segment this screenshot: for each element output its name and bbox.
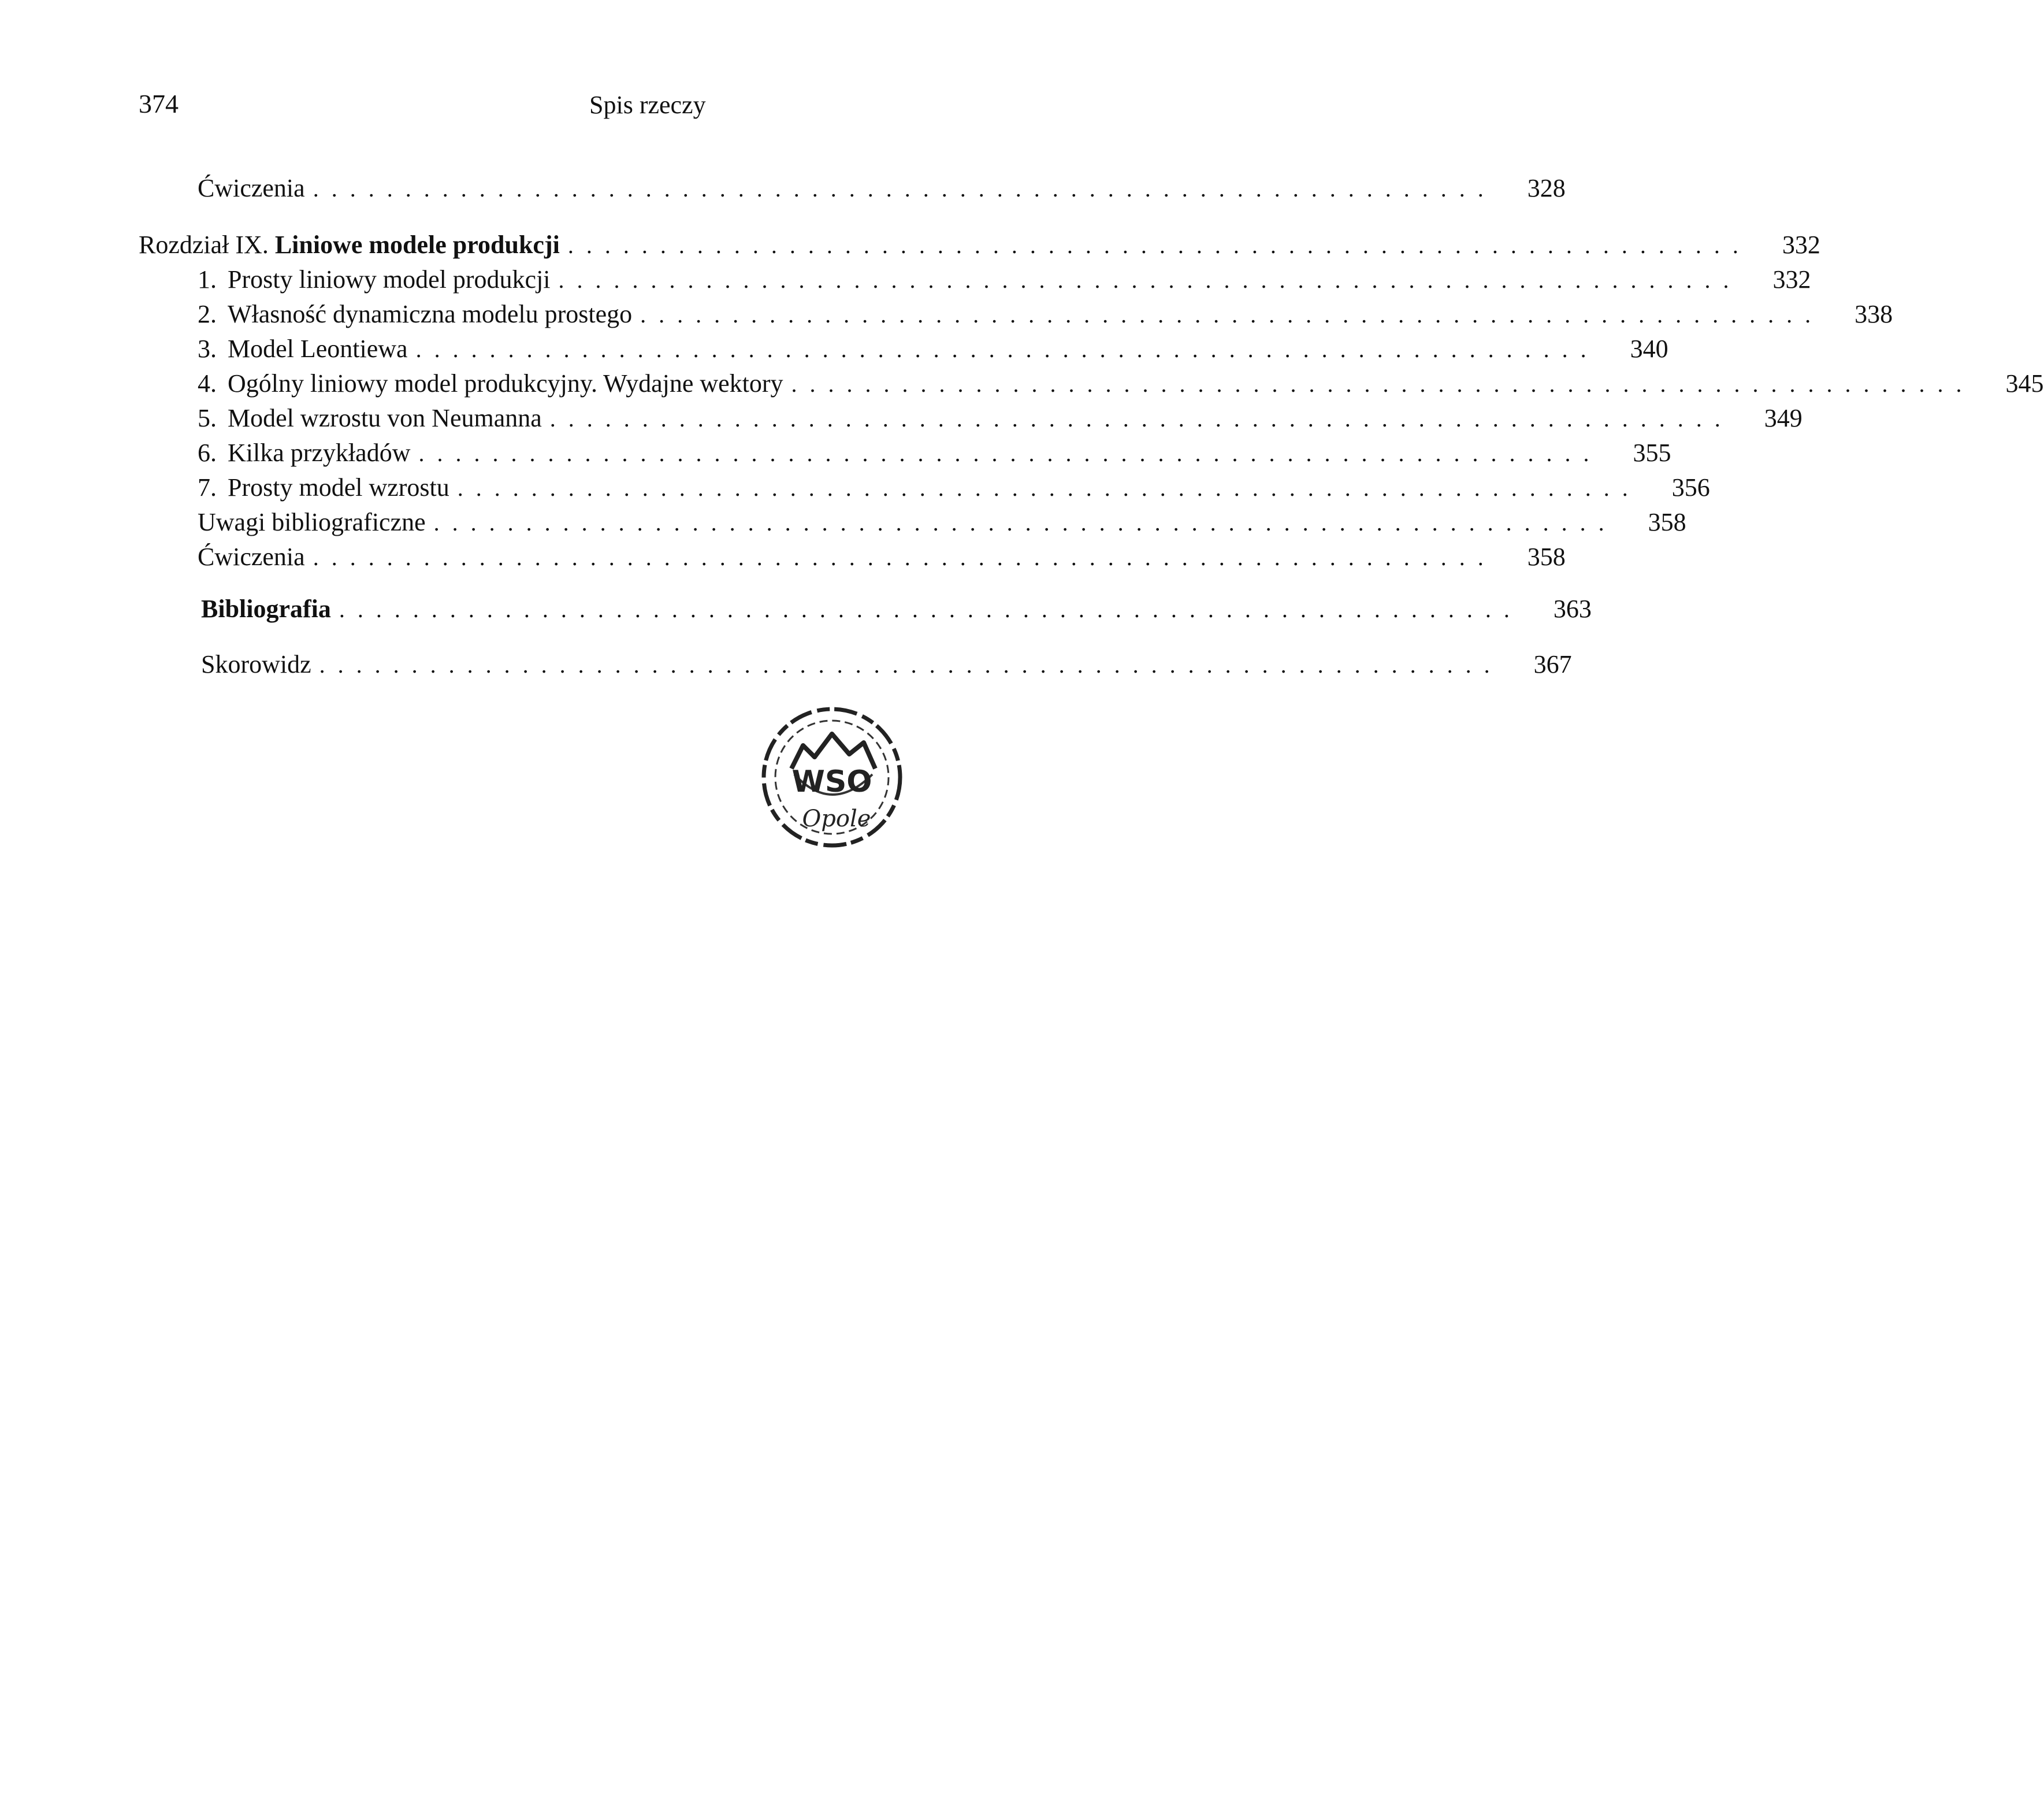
- dot-leader: ................................................................: [415, 336, 1599, 362]
- toc-entry-section-1: [198, 262, 1811, 297]
- section-number: 3.: [198, 335, 217, 363]
- section-title: Kilka przykładów: [228, 439, 411, 467]
- toc-entry-skorowidz: [201, 647, 1572, 682]
- dot-leader: ................................................................: [339, 596, 1522, 622]
- page-number: 374: [139, 89, 179, 118]
- section-number: 6.: [198, 439, 217, 467]
- toc-entry-section-6: [198, 436, 1671, 470]
- toc-label: [198, 470, 449, 505]
- toc-page: 355: [1633, 439, 1671, 467]
- section-number: 5.: [198, 404, 217, 432]
- toc-entry-chapter-9: [139, 228, 1820, 262]
- stamp-subtext: Opole: [802, 806, 871, 832]
- toc-page: 367: [1533, 650, 1572, 678]
- toc-page: 340: [1630, 335, 1668, 363]
- dot-leader: ................................................................: [319, 652, 1503, 678]
- toc-label: [198, 297, 632, 332]
- toc-label: Ćwiczenia: [198, 543, 305, 571]
- toc-page: 328: [1527, 174, 1566, 202]
- library-stamp: [751, 699, 913, 855]
- toc-entry-section-2: [198, 297, 1893, 332]
- toc-page: 338: [1855, 300, 1893, 328]
- toc-label: Skorowidz: [201, 650, 311, 678]
- section-title: Model wzrostu von Neumanna: [228, 404, 542, 432]
- section-title: Prosty liniowy model produkcji: [228, 265, 551, 294]
- toc-label: Bibliografia: [201, 595, 331, 623]
- toc-page: 332: [1782, 231, 1820, 259]
- toc-label: [198, 436, 410, 470]
- toc-entry-section-4: [198, 366, 2044, 401]
- toc-page: 345: [2005, 369, 2044, 398]
- section-number: 7.: [198, 473, 217, 502]
- toc-entry-bibliografia: [201, 592, 1592, 626]
- toc-label: [198, 401, 542, 436]
- toc-label: [198, 366, 783, 401]
- dot-leader: ................................................................: [313, 544, 1496, 570]
- toc-label: [139, 228, 560, 262]
- section-number: 2.: [198, 300, 217, 328]
- chapter-title: Liniowe modele produkcji: [274, 231, 560, 259]
- toc-page: 363: [1553, 595, 1592, 623]
- section-number: 1.: [198, 265, 217, 294]
- toc-entry-cwiczenia-1: [198, 171, 1566, 206]
- stamp-text: WSO: [791, 765, 872, 799]
- chapter-prefix: Rozdział IX.: [139, 231, 269, 259]
- toc-page: 332: [1772, 265, 1811, 294]
- toc-label: Uwagi bibliograficzne: [198, 508, 426, 536]
- toc-page: 358: [1648, 508, 1686, 536]
- section-title: Własność dynamiczna modelu prostego: [228, 300, 633, 328]
- dot-leader: ................................................................: [457, 475, 1641, 501]
- toc-label: Ćwiczenia: [198, 174, 305, 202]
- toc-entry-uwagi: [198, 505, 1686, 540]
- toc-entry-cwiczenia-2: [198, 540, 1566, 574]
- section-title: Model Leontiewa: [228, 335, 408, 363]
- dot-leader: ................................................................: [313, 176, 1496, 202]
- toc-page: 356: [1671, 473, 1710, 502]
- dot-leader: ................................................................: [418, 440, 1602, 466]
- section-title: Prosty model wzrostu: [228, 473, 449, 502]
- dot-leader: ................................................................: [640, 302, 1824, 328]
- toc-page: 358: [1527, 543, 1566, 571]
- section-title: Ogólny liniowy model produkcyjny. Wydajne wektory: [228, 369, 783, 398]
- toc-label: [198, 262, 551, 297]
- dot-leader: ................................................................: [567, 232, 1751, 258]
- stamp-seal-icon: [751, 699, 913, 855]
- dot-leader: ................................................................: [433, 510, 1617, 536]
- dot-leader: ................................................................: [549, 406, 1733, 432]
- section-number: 4.: [198, 369, 217, 398]
- toc-page: 349: [1764, 404, 1803, 432]
- dot-leader: ................................................................: [558, 267, 1742, 293]
- dot-leader: ................................................................: [791, 371, 1975, 397]
- toc-entry-section-7: [198, 470, 1710, 505]
- toc-entry-section-3: [198, 332, 1668, 366]
- toc-label: [198, 332, 408, 366]
- toc-entry-section-5: [198, 401, 1803, 436]
- running-title: Spis rzeczy: [589, 91, 706, 119]
